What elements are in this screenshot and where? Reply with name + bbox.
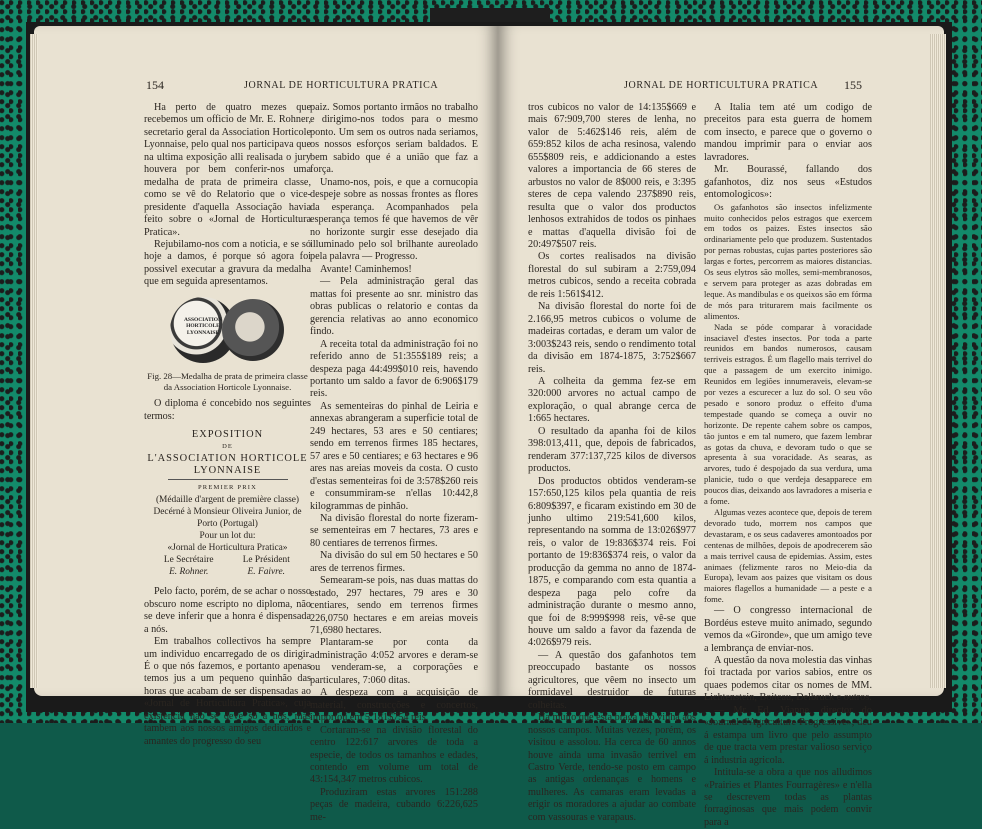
paragraph: Na divisão florestal do norte foi de 2.166,95 metros cubicos o volume de madeiras cortadas, e deram um valor de 3:003$243 reis, sendo o rendimento total da divisão em 1874-1875, 3:752$667 reis. bbox=[528, 301, 696, 375]
right-page bbox=[498, 26, 944, 828]
cert-medal: (Médaille d'argent de première classe) bbox=[155, 495, 300, 506]
paragraph: A colheita da gemma fez-se em 320:000 arvores no actual campo de exploração, o qual abrange cerca de 1:665 hectares. bbox=[528, 375, 696, 425]
paragraph: Plantaram-se por conta da administração 4:052 arvores e deram-se ou venderam-se, a corporações e particulares, 7:060 ditas. bbox=[310, 637, 478, 686]
paragraph: Unamo-nos, pois, e que a cornucopia despeje sobre as nossas frontes as flores da esperança. Acompanhados pela esperança temos fé que havemos de vêr no horizonte surgir esse desejado dia illuminado pelo sol brilhante aureolado pela palavra — Progresso. bbox=[310, 176, 478, 263]
cert-signature-names bbox=[144, 566, 311, 578]
paragraph: Cortaram-se na divisão florestal do centro 122:617 arvores de toda a especie, de todos os tamanhos e edades, contendo em volume um total de 43:154,347 metros cubicos. bbox=[310, 724, 478, 786]
paragraph: A Italia tem até um codigo de preceitos para esta guerra de homem com insecto, e parece que o governo o mandou imprimir para o enviar aos lavradores. bbox=[704, 102, 872, 163]
medal-figure bbox=[144, 295, 311, 367]
cert-decerne: Decérné à Monsieur Oliveira Junior, de Porto (Portugal) bbox=[153, 507, 302, 530]
paragraph: Avante! Caminhemos! bbox=[320, 263, 412, 275]
running-head: JORNAL DE HORTICULTURA PRATICA bbox=[244, 80, 439, 91]
left-column-1 bbox=[144, 102, 311, 748]
medal-reverse bbox=[222, 299, 284, 361]
paragraph: Em trabalhos collectivos ha sempre um individuo encarregado de os dirigir. É o que nós fazemos, e portanto apenas temos jus a um pequeno quinhão das horas que acabam de ser dispensadas ao «Jornal de Horticultura Pratica», cuja existencia não se deve só a nós, mas tambem aos nossos amigos dedicados e amantes do progresso do seu bbox=[144, 636, 311, 747]
secretary-name: E. Rohner. bbox=[169, 567, 209, 578]
paragraph: Dos productos obtidos venderam-se 157:650,125 kilos pela quantia de reis 6:809$397, e ficaram existindo em 30 de junho ultimo 219:541,600 kilos, representando na somma de 13:026$977 reis, o valor de 19:836$374 reis. Foi portanto de 19:836$374 reis, o valor da producção da gemma no anno de 1874-1875, e comparando com esta quantia a despeza paga pelo cofre da administração durante o mesmo anno, que foi de 8:999$998 reis, vê-se que houve um saldo a favor da fazenda de 4:026$979 reis. bbox=[528, 475, 696, 649]
divider bbox=[168, 479, 288, 480]
paragraph: Ha muito que esta praga não vinha aos nossos campos. Muitas vezes, porém, os visitou e assolou. Ha cerca de 60 annos houve ainda uma invasão terrivel em Castro Verde, tendo-se posto em campo as antigas ordenanças e homens e mulheres. As camaras eram levadas a erigir os moradores a ajudar ao combate com vassouras e varapaus. bbox=[528, 712, 696, 823]
paragraph: Os cortes realisados na divisão florestal do sul subiram a 2:759,094 metros cubicos, sendo a receita cobrada de reis 1:561$412. bbox=[528, 251, 696, 300]
cert-de: DE bbox=[222, 443, 233, 451]
cert-pour: Pour un lot du: bbox=[199, 531, 256, 542]
figure-caption: Fig. 28—Medalha de prata de primeira classe da Association Horticole Lyonnaise. bbox=[147, 370, 308, 392]
secretary-label: Le Secrétaire bbox=[163, 555, 214, 566]
paragraph: Semearam-se pois, nas duas mattas do estado, 297 hectares, 79 ares e 30 centiares, sendo em terrenos firmes 226,0750 hectares e em areias moveis 71,6980 hectares. bbox=[310, 575, 478, 637]
paragraph: paiz. Somos portanto irmãos no trabalho e dirigimo-nos todos para o mesmo ponto. Um sem os outros nada seriamos, os nossos esforços seriam baldados. E bem sabido que é a união que faz a força. bbox=[310, 102, 478, 176]
quote-paragraph: Os gafanhotos são insectos infelizmente muito conhecidos pelos estragos que exercem em todos os paizes. Estes insectos são ordinariamente pelo que produzem. Sustentados por pernas robustas, cujas partes posteriores são largas e fortes, percorrem as maiores distancias. Os seus elytros são molles, semi-membranosos, e servem para proteger as azas dobradas em leque. As mandibulas e os queixos são em fórma de mós para triturarem mais facilmente os alimentos. bbox=[704, 201, 872, 321]
paragraph: — Pela administração geral das mattas foi presente ao snr. ministro das obras publicas o relatorio e contas da gerencia relativas ao anno economico findo. bbox=[310, 276, 478, 338]
medal-inscription: ASSOCIATION HORTICOLE LYONNAISE bbox=[183, 316, 223, 336]
paragraph: — Mr. Ed. Vianne, director do «Journal d'Agriculture Progressive», deu á estampa um livro que pelo assumpto de que tracta vem prestar valioso serviço á industria agricola. bbox=[704, 704, 872, 766]
page-number: 155 bbox=[844, 78, 862, 92]
cert-journal: «Jornal de Horticultura Pratica» bbox=[167, 543, 288, 554]
quote-paragraph: Nada se póde comparar à voracidade insaciavel d'estes insectos. Por toda a parte reunidos em bandos numerosos, causam terriveis estragos. É um flagello mais terrivel do que a passagem de um exercito inimigo. Reunidos em legiões innumeraveis, elevam-se por vezes a escurecer a luz do sol. O seu vôo pesado e sonoro produz o effeito d'uma tempestade quando se começa a ouvir no horizonte. De repente cahem sobre os campos, tão juntos e em tal numero, que fazem lembrar as gotas da chuva, e devoram tudo o que se apresenta à sua voracidade. As searas, as arvores, tudo é despojado da sua verdura, uma planicie, tudo o que verdeja desapparece em poucos dias, deixando aos lavradores a miseria e a fome. bbox=[704, 321, 872, 507]
paragraph: A despeza com a acquisição de material, construcções e concertos, importou em 5:181$754 reis. bbox=[310, 687, 478, 724]
cert-association: L'ASSOCIATION HORTICOLE LYONNAISE bbox=[147, 453, 308, 477]
paragraph: Mr. Bourassé, fallando dos gafanhotos, diz nos seus «Estudos entomologicos»: bbox=[704, 164, 872, 201]
left-page-edges bbox=[30, 34, 38, 688]
diploma-text bbox=[144, 429, 311, 554]
right-column-2 bbox=[704, 102, 872, 829]
left-page bbox=[34, 26, 498, 823]
cert-exposition: EXPOSITION bbox=[191, 429, 264, 441]
cert-signatures bbox=[144, 554, 311, 566]
paragraph: As sementeiras do pinhal de Leiria e annexas abrangeram a superficie total de 249 hectares, 53 ares e 50 centiares; sendo em terrenos firmes 185 hectares, 57 ares e 50 centiares; e 63 hectares e 96 ares nas areias moveis da costa. O custo d'estas sementeiras foi de 3:578$260 reis e consummiram-se n'ellas 10:442,8 kilogrammas de pinhão. bbox=[310, 400, 478, 512]
paragraph: Na divisão do sul em 50 hectares e 50 ares de terrenos firmes. bbox=[310, 550, 478, 574]
entomology-quote bbox=[704, 202, 872, 606]
paragraph: Na divisão florestal do norte fizeram-se sementeiras em 7 hectares, 73 ares e 80 centiares de terrenos firmes. bbox=[310, 512, 478, 549]
paragraph: Produziram estas arvores 151:288 peças de madeira, cubando 6:226,625 me- bbox=[310, 786, 478, 823]
paragraph: Rejubilamo-nos com a noticia, e se só hoje a damos, é porque só agora foi possivel executar a gravura da medalha que em seguida apresentamos. bbox=[144, 238, 311, 288]
paragraph: Ha perto de quatro mezes que recebemos um officio de Mr. E. Rohner, secretario geral da Association Horticole Lyonnaise, pelo qual nos participava que na ultima exposição alli realisada o jury houvera por bem conferir-nos uma medalha de prata de primeira classe, como se vê do Relatorio que o vice-presidente d'aquella Associação havia feito sobre o «Jornal de Horticultura Pratica». bbox=[144, 102, 311, 238]
running-head: JORNAL DE HORTICULTURA PRATICA bbox=[624, 80, 819, 91]
paragraph: — O congresso internacional de Bordéus esteve muito animado, segundo vemos da «Gironde», que um amigo teve a lembrança de enviar-nos. bbox=[704, 605, 872, 654]
right-column-1 bbox=[528, 102, 696, 824]
paragraph: tros cubicos no valor de 14:135$669 e mais 67:909,700 steres de lenha, no valor de 5:462$146 reis, além de 659:852 kilos de acha resinosa, valendo 655$809 reis, e addicionando a estes valores a importancia de 66 steres de arbustos no valor de 8$000 reis, e 3:395 steres de cepa valendo 237$890 reis, resulta que o valor dos productos lenhosos extrahidos de todos os pinhaes e mattas d'aquella divisão foi de 20:497$507 reis. bbox=[528, 102, 696, 250]
left-column-2 bbox=[310, 102, 478, 824]
paragraph: Intitula-se a obra a que nos alludimos «Prairies et Plantes Fourragères» e n'ella se descrevem todas as plantas forraginosas que mais podem convir para a bbox=[704, 767, 872, 828]
paragraph: O resultado da apanha foi de kilos 398:013,411, que, depois de fabricados, renderam 377:137,725 kilos de diversos productos. bbox=[528, 425, 696, 475]
paragraph: A questão da nova molestia das vinhas foi tractada por varios sabios, entre os quaes podemos citar os nomes de MM. Lichtenstein, Boiteau, Delbruck e outros. bbox=[704, 654, 872, 704]
president-name: E. Faivre. bbox=[247, 567, 285, 578]
cert-prize: PREMIER PRIX bbox=[197, 484, 257, 492]
president-label: Le Président bbox=[242, 555, 290, 566]
paragraph: — A questão dos gafanhotos tem preoccupado bastante os nossos agricultores, que vêem no insecto um formidavel destruidor de futuras colheitas. bbox=[528, 649, 696, 711]
right-page-edges bbox=[930, 34, 946, 688]
quote-paragraph: Algumas vezes acontece que, depois de terem devorado tudo, morrem nos campos que devastaram, e os seus cadaveres amontoados por centenas de milhões, depois de apodrecerem são a mais terrivel causa de epidemias. Assim, estes animaes (felizmente raros no Meio-dia da Europa), levam aos paizes que visitam os dous maiores flagellos a humanidade — a peste e a fome. bbox=[704, 507, 872, 605]
paragraph: O diploma é concebido nos seguintes termos: bbox=[144, 398, 311, 422]
page-number: 154 bbox=[146, 78, 164, 92]
paragraph: A receita total da administração foi no referido anno de 51:355$189 reis; a despeza paga 44:499$010 reis, havendo portanto um saldo a favor de 6:906$179 reis. bbox=[310, 338, 478, 400]
paragraph: Pelo facto, porém, de se achar o nosso obscuro nome escripto no diploma, não se deve inferir que a honra é dispensada a nós. bbox=[144, 586, 311, 635]
